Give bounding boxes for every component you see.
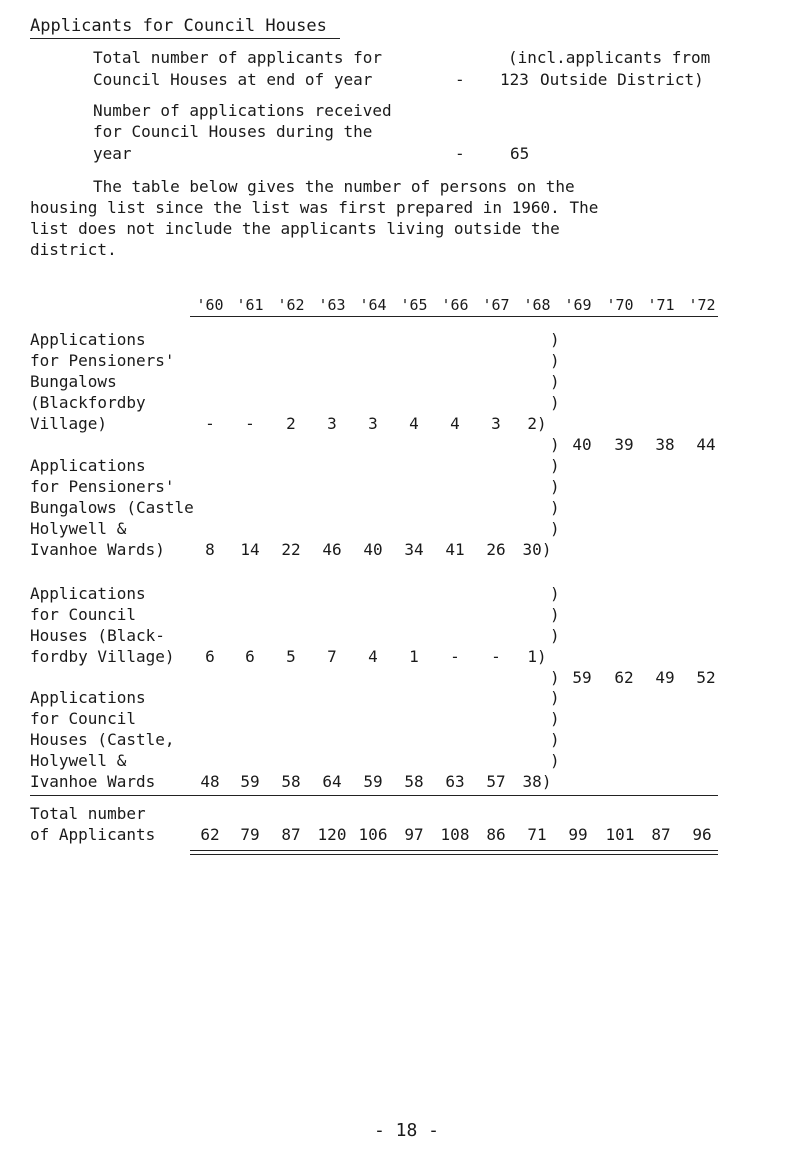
row-label: Ivanhoe Wards) xyxy=(30,540,165,559)
bracket-mark: ) xyxy=(550,730,560,749)
table-cell: 58 xyxy=(281,772,301,791)
combined-cell: 40 xyxy=(572,435,592,454)
year-header-cell: '70 xyxy=(606,296,634,314)
total-label-line2: Council Houses at end of year xyxy=(93,70,373,89)
table-rule xyxy=(30,795,718,796)
table-cell: 2 xyxy=(286,414,296,433)
paragraph-line: list does not include the applicants living outside the xyxy=(30,219,560,238)
row-label: Holywell & xyxy=(30,519,127,538)
table-cell: 38) xyxy=(522,772,552,791)
table-cell: 59 xyxy=(240,772,260,791)
table-cell: 6 xyxy=(205,647,215,666)
table-cell: 64 xyxy=(322,772,342,791)
total-cell: 86 xyxy=(486,825,506,844)
received-dash: - xyxy=(455,144,465,163)
total-label: of Applicants xyxy=(30,825,156,844)
total-cell: 87 xyxy=(281,825,301,844)
total-cell: 97 xyxy=(404,825,424,844)
paragraph-line: The table below gives the number of persons on the xyxy=(93,177,575,196)
table-cell: 3 xyxy=(368,414,378,433)
table-cell: 1) xyxy=(527,647,547,666)
table-cell: - xyxy=(450,647,460,666)
total-double-rule-bottom xyxy=(190,854,718,855)
bracket-mark: ) xyxy=(550,498,560,517)
combined-cell: 59 xyxy=(572,668,592,687)
total-note-line2: Outside District) xyxy=(540,70,704,89)
year-header-cell: '62 xyxy=(277,296,305,314)
row-label: fordby Village) xyxy=(30,647,175,666)
received-label-line3: year xyxy=(93,144,132,163)
bracket-mark: ) xyxy=(550,372,560,391)
row-label: Applications xyxy=(30,330,146,349)
table-cell: 34 xyxy=(404,540,424,559)
title-underline xyxy=(30,38,340,39)
year-header-cell: '72 xyxy=(688,296,716,314)
combined-cell: 62 xyxy=(614,668,634,687)
year-header-cell: '61 xyxy=(236,296,264,314)
bracket-mark: ) xyxy=(550,519,560,538)
table-cell: 1 xyxy=(409,647,419,666)
year-header-cell: '69 xyxy=(564,296,592,314)
table-cell: 14 xyxy=(240,540,260,559)
year-header-cell: '63 xyxy=(318,296,346,314)
table-cell: 3 xyxy=(491,414,501,433)
year-header-cell: '67 xyxy=(482,296,510,314)
bracket-mark: ) xyxy=(550,477,560,496)
total-cell: 101 xyxy=(605,825,635,844)
table-cell: 26 xyxy=(486,540,506,559)
bracket-mark: ) xyxy=(550,435,560,454)
table-cell: 8 xyxy=(205,540,215,559)
bracket-mark: ) xyxy=(550,584,560,603)
bracket-mark: ) xyxy=(550,751,560,770)
total-note-line1: (incl.applicants from xyxy=(508,48,711,67)
row-label: Bungalows xyxy=(30,372,117,391)
combined-cell: 52 xyxy=(696,668,716,687)
table-cell: 48 xyxy=(200,772,220,791)
received-label-line1: Number of applications received xyxy=(93,101,392,120)
bracket-mark: ) xyxy=(550,351,560,370)
page-number: - 18 - xyxy=(374,1120,440,1141)
bracket-mark: ) xyxy=(550,668,560,687)
combined-cell: 39 xyxy=(614,435,634,454)
total-cell: 87 xyxy=(651,825,671,844)
total-cell: 120 xyxy=(317,825,347,844)
header-underline xyxy=(190,316,718,317)
table-cell: 59 xyxy=(363,772,383,791)
table-cell: 3 xyxy=(327,414,337,433)
row-label: (Blackfordby xyxy=(30,393,146,412)
table-cell: 4 xyxy=(450,414,460,433)
page-title: Applicants for Council Houses xyxy=(30,16,327,36)
table-cell: 4 xyxy=(368,647,378,666)
combined-cell: 44 xyxy=(696,435,716,454)
row-label: Bungalows (Castle xyxy=(30,498,194,517)
paragraph-line: housing list since the list was first prepared in 1960. The xyxy=(30,198,599,217)
total-cell: 62 xyxy=(200,825,220,844)
total-dash: - xyxy=(455,70,465,89)
year-header-cell: '71 xyxy=(647,296,675,314)
row-label: Houses (Castle, xyxy=(30,730,175,749)
table-cell: 40 xyxy=(363,540,383,559)
bracket-mark: ) xyxy=(550,709,560,728)
received-value: 65 xyxy=(510,144,530,163)
combined-cell: 38 xyxy=(655,435,675,454)
bracket-mark: ) xyxy=(550,393,560,412)
year-header-cell: '64 xyxy=(359,296,387,314)
total-value: 123 xyxy=(500,70,529,89)
row-label: for Pensioners' xyxy=(30,477,175,496)
table-cell: 41 xyxy=(445,540,465,559)
table-cell: - xyxy=(491,647,501,666)
row-label: Applications xyxy=(30,456,146,475)
row-label: for Council xyxy=(30,709,136,728)
row-label: Applications xyxy=(30,584,146,603)
table-cell: - xyxy=(245,414,255,433)
table-cell: 30) xyxy=(522,540,552,559)
total-cell: 96 xyxy=(692,825,712,844)
year-header-cell: '66 xyxy=(441,296,469,314)
total-cell: 71 xyxy=(527,825,547,844)
bracket-mark: ) xyxy=(550,330,560,349)
bracket-mark: ) xyxy=(550,605,560,624)
total-cell: 108 xyxy=(440,825,470,844)
bracket-mark: ) xyxy=(550,626,560,645)
bracket-mark: ) xyxy=(550,688,560,707)
row-label: for Pensioners' xyxy=(30,351,175,370)
row-label: Holywell & xyxy=(30,751,127,770)
row-label: Applications xyxy=(30,688,146,707)
table-cell: 58 xyxy=(404,772,424,791)
table-cell: 63 xyxy=(445,772,465,791)
row-label: Village) xyxy=(30,414,108,433)
table-cell: 7 xyxy=(327,647,337,666)
bracket-mark: ) xyxy=(550,456,560,475)
table-cell: 5 xyxy=(286,647,296,666)
year-header-cell: '60 xyxy=(196,296,224,314)
total-cell: 106 xyxy=(358,825,388,844)
table-cell: 46 xyxy=(322,540,342,559)
total-cell: 99 xyxy=(568,825,588,844)
table-cell: 6 xyxy=(245,647,255,666)
year-header-cell: '65 xyxy=(400,296,428,314)
total-label: Total number xyxy=(30,804,146,823)
total-double-rule-top xyxy=(190,850,718,851)
table-cell: 4 xyxy=(409,414,419,433)
table-cell: 57 xyxy=(486,772,506,791)
table-cell: - xyxy=(205,414,215,433)
row-label: Ivanhoe Wards xyxy=(30,772,156,791)
row-label: for Council xyxy=(30,605,136,624)
table-cell: 22 xyxy=(281,540,301,559)
total-label-line1: Total number of applicants for xyxy=(93,48,382,67)
combined-cell: 49 xyxy=(655,668,675,687)
received-label-line2: for Council Houses during the xyxy=(93,122,373,141)
table-cell: 2) xyxy=(527,414,547,433)
paragraph-line: district. xyxy=(30,240,117,259)
row-label: Houses (Black- xyxy=(30,626,165,645)
total-cell: 79 xyxy=(240,825,260,844)
year-header-cell: '68 xyxy=(523,296,551,314)
